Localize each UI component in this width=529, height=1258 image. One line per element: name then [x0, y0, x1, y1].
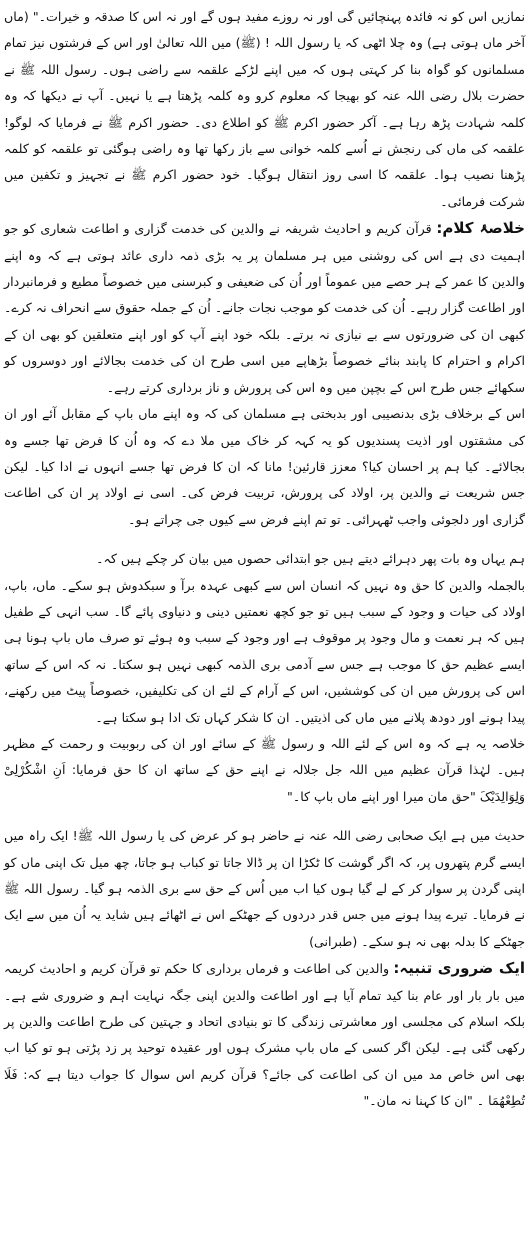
section-heading: ایک ضروری تنبیہ:	[393, 959, 525, 978]
paragraph-text: قرآن کریم و احادیث شریفہ نے والدین کی خدمت گزاری و اطاعت شعاری کو جو اہمیت دی ہے اس کی روشنی میں ہر مسلمان پر یہ بڑی ذمہ داری عائد ہوتی ہے کہ وہ اپنے والدین کا عمر کے ہر حصے میں عموماً اور اُن کی ضعیفی و کبرسنی میں خصوصاً مطیع و فرمانبردار اور اطاعت گزار رہے۔ اُن کی خدمت کو موجب نجات جانے۔ اُن کے جملہ حقوق سے انحراف نہ کرے۔ کبھی ان کی ضرورتوں سے بے نیازی نہ برتے۔ بلکہ خود اپنے آپ کو اور اپنے متعلقین کو بھی ان کے اکرام و احترام کا پابند بنائے خصوصاً بڑھاپے میں اسی طرح ان کی خدمت بجالائے اور دوسروں کو سکھائے جس طرح اس کے بچپن میں وہ اس کی پرورش و ناز برداری کرتے رہے۔	[4, 221, 525, 395]
section-heading: خلاصۂ کلام:	[436, 219, 525, 238]
paragraph-hadith	[4, 823, 525, 955]
paragraph-text: خلاصہ یہ ہے کہ وہ اس کے لئے اللہ و رسول ﷺ کے سائے اور ان کی ربوبیت و رحمت کے مظہر ہیں۔ لہٰذا قرآن عظیم میں اللہ جل جلالہ نے اپنے حق کے ساتھ ان کا حق فرمایا: اَنِ اشْکُرْلِیْ وَلِوَالِدَیْکَ "حق مان میرا اور اپنے ماں باپ کا۔"	[4, 735, 525, 804]
paragraph-parents-rights	[4, 573, 525, 731]
paragraph-gap	[4, 533, 525, 546]
paragraph-important-warning	[4, 955, 525, 1114]
paragraph-repeat-intro	[4, 546, 525, 572]
paragraph-text: والدین کی اطاعت و فرماں برداری کا حکم تو قرآن کریم و احادیث کریمہ میں بار بار اور عام بنا کید تمام آیا ہے اور اطاعت والدین اپنی جگہ نہایت اہم و ضروری شے ہے۔ بلکہ اسلام کی مجلسی اور معاشرتی زندگی کا تو بنیادی اتحاد و جہتین کی طرح اطاعت والدین پر رکھی گئی ہے۔ لیکن اگر کسی کے ماں باپ مشرک ہوں اور عقیدہ توحید پر زد پڑتی ہو تو کیا اب بھی اس خاص مد میں ان کی اطاعت کی جائے؟ قرآن کریم اس سوال کا جواب دیتا ہے کہ: فَلَا تُطِعْھُمَا ۔ "ان کا کہنا نہ مان۔"	[4, 961, 525, 1109]
paragraph-gap	[4, 810, 525, 823]
paragraph-text: ہم یہاں وہ بات پھر دہرائے دیتے ہیں جو ابتدائی حصوں میں بیان کر چکے ہیں کہ۔	[96, 551, 525, 567]
paragraph-conclusion	[4, 731, 525, 810]
paragraph-text: اس کے برخلاف بڑی بدنصیبی اور بدبختی ہے مسلمان کی کہ وہ اپنے ماں باپ کے مقابل آئے اور ان کی مشقتوں اور اذیت پسندیوں کو یہ کہہ کر خاک میں ملا دے کہ وہ اُن کا فرض تھا جسے وہ بجالائے۔ کیا ہم پر احسان کیا؟ معزز قارئین! مانا کہ ان کا فرض تھا جسے انہوں نے ادا کیا۔ لیکن جس شریعت نے والدین پر، اولاد کی پرورش، تربیت فرض کی۔ اسی نے اولاد پر ان کی اطاعت گزاری اور دلجوئی واجب ٹھہرائی۔ تو تم اپنے فرض سے کیوں جی چراتے ہو۔	[4, 406, 525, 527]
paragraph-misfortune	[4, 401, 525, 533]
paragraph-text: بالجملہ والدین کا حق وہ نہیں کہ انسان اس سے کبھی عہدہ برآ و سبکدوش ہو سکے۔ ماں، باپ، اولاد کی حیات و وجود کے سبب ہیں تو جو کچھ نعمتیں دینی و دنیاوی پائے گا۔ سب انہی کے طفیل ہیں کہ ہر نعمت و مال وجود پر موقوف ہے اور وجود کے سبب وہ ہوئے تو صرف ماں باپ ہونا ہی ایسے عظیم حق کا موجب ہے جس سے آدمی بری الذمہ کبھی نہیں ہو سکتا۔ نہ کہ اس کے ساتھ اس کی پرورش میں ان کی کوششیں، اس کے آرام کے لئے ان کی تکلیفیں، خصوصاً پیٹ میں رکھنے، پیدا ہونے اور دودھ پلانے میں ماں کی اذیتیں۔ ان کا شکر کہاں تک ادا ہو سکتا ہے۔	[4, 577, 525, 725]
paragraph-text: نمازیں اس کو نہ فائدہ پہنچائیں گی اور نہ روزے مفید ہوں گے اور نہ اس کا صدقہ و خیرات۔" (ماں آخر ماں ہوتی ہے) وہ چلا اٹھی کہ یا رسول اللہ ! (ﷺ) میں اللہ تعالیٰ اور اس کے فرشتوں نیز تمام مسلمانوں کو گواہ بنا کر کہتی ہوں کہ میں اپنے لڑکے علقمہ سے راضی ہوں۔ رسول اللہ ﷺ نے حضرت بلال رضی اللہ عنہ کو بھیجا کہ معلوم کرو وہ کلمہ پڑھتا ہے یا نہیں۔ آپ نے دیکھا کہ وہ کلمہ شہادت پڑھ رہا ہے۔ آکر حضور اکرم ﷺ کو اطلاع دی۔ حضور اکرم ﷺ نے فرمایا کہ لوگو! علقمہ کی ماں کی رنجش نے اُسے کلمہ خوانی سے باز رکھا تھا وہ راضی ہوگئی تو علقمہ کو کلمہ پڑھنا نصیب ہوا۔ علقمہ کا اسی روز انتقال ہوگیا۔ خود حضور اکرم ﷺ نے تجہیز و تکفین میں شرکت فرمائی۔	[4, 9, 525, 209]
paragraph-summary	[4, 215, 525, 401]
paragraph-text: حدیث میں ہے ایک صحابی رضی اللہ عنہ نے حاضر ہو کر عرض کی یا رسول اللہ ﷺ! ایک راہ میں ایسے گرم پتھروں پر، کہ اگر گوشت کا ٹکڑا ان پر ڈالا جاتا تو کباب ہو جاتا، چھ میل تک اپنی ماں کو اپنی گردن پر سوار کر کے لے گیا ہوں کیا اب میں اُس کے حق سے بری الذمہ ہو گیا۔ رسول اللہ ﷺ نے فرمایا۔ تیرے پیدا ہونے میں جس قدر دردوں کے جھٹکے اس نے اٹھائے ہیں شاید یہ اُن میں سے ایک جھٹکے کا بدلہ بھی نہ ہو سکے۔ (طبرانی)	[4, 828, 525, 949]
paragraph-alqama-story	[4, 4, 525, 215]
